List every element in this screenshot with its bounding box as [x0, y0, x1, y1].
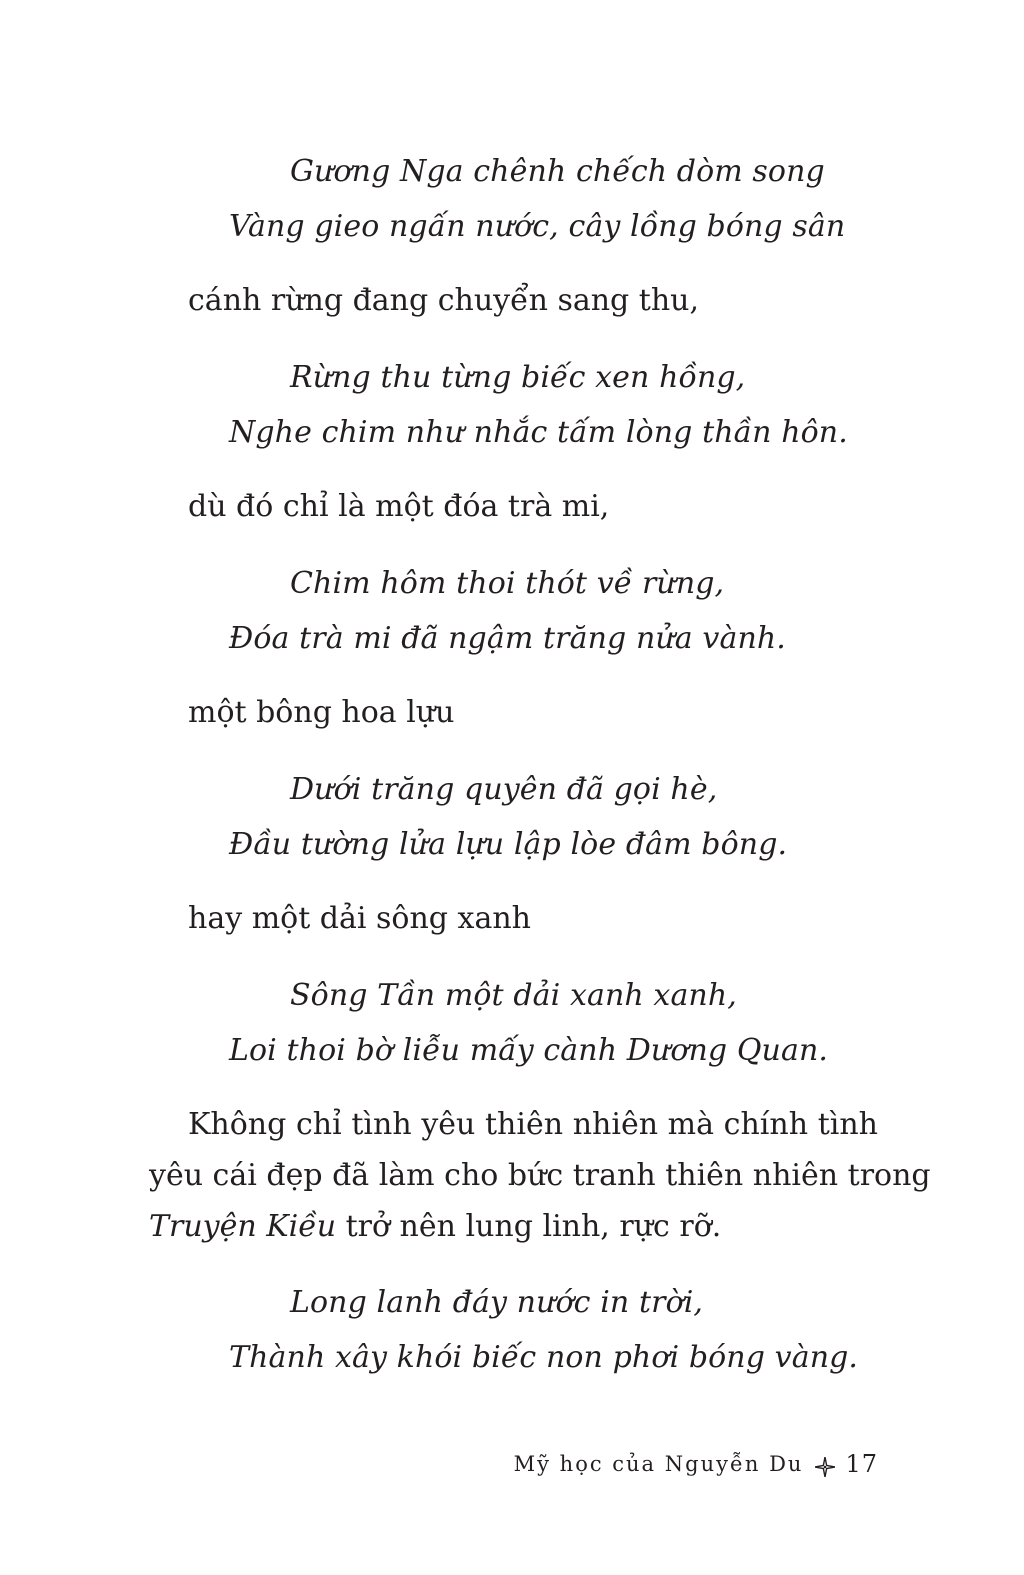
verse-line: Chim hôm thoi thót về rừng, — [290, 566, 725, 601]
verse-line: Gương Nga chênh chếch dòm song — [290, 154, 825, 189]
verse-line: Long lanh đáy nước in trời, — [290, 1285, 704, 1320]
verse-line: Thành xây khói biếc non phơi bóng vàng. — [229, 1340, 859, 1375]
footer-book-title: Mỹ học của Nguyễn Du — [513, 1452, 804, 1476]
running-footer — [514, 1448, 878, 1480]
verse-line: Rừng thu từng biếc xen hồng, — [290, 360, 746, 395]
paragraph-line: yêu cái đẹp đã làm cho bức tranh thiên nhiên trong — [149, 1158, 931, 1193]
verse-line: Sông Tần một dải xanh xanh, — [290, 978, 737, 1013]
page-number: 17 — [845, 1450, 878, 1478]
prose-line: một bông hoa lựu — [188, 695, 455, 730]
paragraph-line-rest: trở nên lung linh, rực rỡ. — [336, 1209, 722, 1244]
four-point-star-icon — [815, 1454, 835, 1474]
body-paragraph — [149, 1099, 931, 1252]
verse-line: Đóa trà mi đã ngậm trăng nửa vành. — [229, 621, 786, 656]
verse-line: Đầu tường lửa lựu lập lòe đâm bông. — [229, 827, 788, 862]
verse-line: Nghe chim như nhắc tấm lòng thần hôn. — [229, 415, 848, 450]
paragraph-line — [149, 1201, 878, 1252]
verse-line: Dưới trăng quyên đã gọi hè, — [290, 772, 718, 807]
book-title-italic: Truyện Kiều — [149, 1209, 337, 1244]
prose-line: cánh rừng đang chuyển sang thu, — [188, 283, 700, 318]
verse-line: Loi thoi bờ liễu mấy cành Dương Quan. — [229, 1033, 829, 1068]
paragraph-line: Không chỉ tình yêu thiên nhiên mà chính tình — [188, 1107, 878, 1142]
prose-line: hay một dải sông xanh — [188, 901, 531, 936]
prose-line: dù đó chỉ là một đóa trà mi, — [188, 489, 610, 524]
verse-line: Vàng gieo ngấn nước, cây lồng bóng sân — [229, 209, 846, 244]
